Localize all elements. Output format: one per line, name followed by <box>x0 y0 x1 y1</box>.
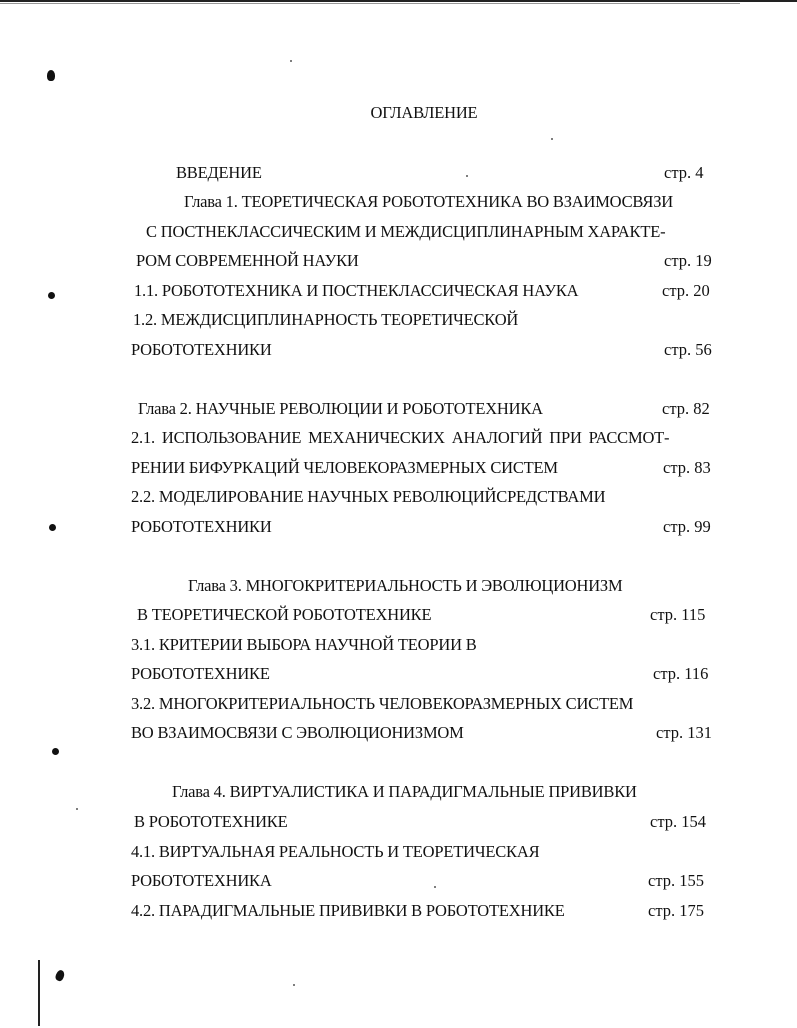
binder-hole-mark <box>47 70 55 81</box>
toc-entry-text: 2.1. ИСПОЛЬЗОВАНИЕ МЕХАНИЧЕСКИХ АНАЛОГИЙ ПРИ РАССМОТ- <box>131 428 670 447</box>
toc-entry-page: стр. 82 <box>662 399 710 418</box>
toc-entry-page: стр. 20 <box>662 281 710 300</box>
toc-entry-text: РОБОТОТЕХНИКЕ <box>131 664 270 683</box>
binder-hole-mark <box>52 748 59 755</box>
top-border-rule <box>0 0 797 2</box>
page-title: ОГЛАВЛЕНИЕ <box>370 103 478 122</box>
toc-entry-text: С ПОСТНЕКЛАССИЧЕСКИМ И МЕЖДИСЦИПЛИНАРНЫМ ХАРАКТЕ- <box>146 222 666 241</box>
scan-speck <box>76 808 78 810</box>
toc-entry-text: РОБОТОТЕХНИКИ <box>131 340 272 359</box>
top-thin-rule <box>0 3 740 4</box>
toc-entry-text: В РОБОТОТЕХНИКЕ <box>134 812 288 831</box>
toc-entry-text: ВО ВЗАИМОСВЯЗИ С ЭВОЛЮЦИОНИЗМОМ <box>131 723 464 742</box>
scan-speck <box>434 886 436 888</box>
toc-entry-text: РОМ СОВРЕМЕННОЙ НАУКИ <box>136 251 359 270</box>
binder-hole-mark <box>49 524 56 531</box>
toc-entry-text: Глава 1. ТЕОРЕТИЧЕСКАЯ РОБОТОТЕХНИКА ВО ВЗАИМОСВЯЗИ <box>184 192 673 211</box>
toc-entry-page: стр. 19 <box>664 251 712 270</box>
toc-entry-text: 3.1. КРИТЕРИИ ВЫБОРА НАУЧНОЙ ТЕОРИИ В <box>131 635 477 654</box>
toc-entry-page: стр. 154 <box>650 812 706 831</box>
toc-entry-page: стр. 56 <box>664 340 712 359</box>
toc-entry-text: Глава 3. МНОГОКРИТЕРИАЛЬНОСТЬ И ЭВОЛЮЦИОНИЗМ <box>188 576 623 595</box>
scan-speck <box>466 175 468 177</box>
toc-entry-page: стр. 131 <box>656 723 712 742</box>
toc-entry-text: 2.2. МОДЕЛИРОВАНИЕ НАУЧНЫХ РЕВОЛЮЦИЙСРЕДСТВАМИ <box>131 487 606 506</box>
margin-scan-line <box>38 960 40 1026</box>
toc-entry-page: стр. 4 <box>664 163 704 182</box>
scan-speck <box>551 138 553 140</box>
binder-hole-mark <box>48 292 55 299</box>
scan-speck <box>290 60 292 62</box>
toc-entry-text: РЕНИИ БИФУРКАЦИЙ ЧЕЛОВЕКОРАЗМЕРНЫХ СИСТЕМ <box>131 458 558 477</box>
toc-entry-text: 4.1. ВИРТУАЛЬНАЯ РЕАЛЬНОСТЬ И ТЕОРЕТИЧЕСКАЯ <box>131 842 540 861</box>
toc-entry-page: стр. 115 <box>650 605 706 624</box>
toc-entry-text: РОБОТОТЕХНИКИ <box>131 517 272 536</box>
toc-entry-text: 3.2. МНОГОКРИТЕРИАЛЬНОСТЬ ЧЕЛОВЕКОРАЗМЕРНЫХ СИСТЕМ <box>131 694 634 713</box>
toc-entry-text: Глава 4. ВИРТУАЛИСТИКА И ПАРАДИГМАЛЬНЫЕ ПРИВИВКИ <box>172 782 637 801</box>
toc-entry-text: 1.1. РОБОТОТЕХНИКА И ПОСТНЕКЛАССИЧЕСКАЯ НАУКА <box>134 281 579 300</box>
toc-entry-page: стр. 83 <box>663 458 711 477</box>
toc-entry-text: В ТЕОРЕТИЧЕСКОЙ РОБОТОТЕХНИКЕ <box>137 605 432 624</box>
toc-entry-page: стр. 155 <box>648 871 704 890</box>
binder-hole-mark <box>54 969 65 982</box>
toc-entry-page: стр. 99 <box>663 517 711 536</box>
toc-entry-text: 4.2. ПАРАДИГМАЛЬНЫЕ ПРИВИВКИ В РОБОТОТЕХНИКЕ <box>131 901 565 920</box>
toc-entry-page: стр. 175 <box>648 901 704 920</box>
toc-entry-text: 1.2. МЕЖДИСЦИПЛИНАРНОСТЬ ТЕОРЕТИЧЕСКОЙ <box>133 310 519 329</box>
toc-entry-page: стр. 116 <box>653 664 709 683</box>
toc-entry-text: Глава 2. НАУЧНЫЕ РЕВОЛЮЦИИ И РОБОТОТЕХНИКА <box>138 399 543 418</box>
scan-speck <box>293 984 295 986</box>
toc-entry-text: ВВЕДЕНИЕ <box>176 163 262 182</box>
toc-entry-text: РОБОТОТЕХНИКА <box>131 871 272 890</box>
